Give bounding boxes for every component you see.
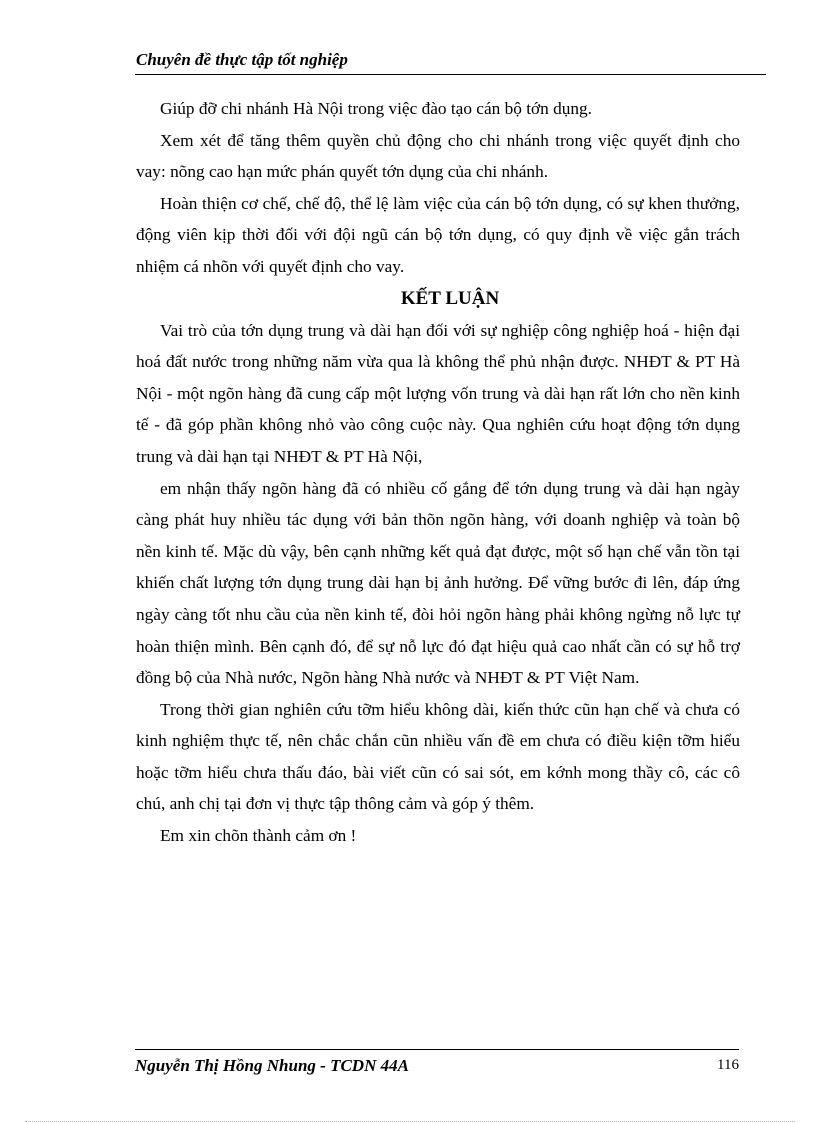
closing-line: Em xin chõn thành cảm ơn ! (160, 826, 357, 846)
document-body (136, 93, 740, 852)
section-title: KẾT LUẬN (400, 287, 500, 309)
page-bottom-border (25, 1121, 795, 1122)
paragraph: Giúp đỡ chi nhánh Hà Nội trong việc đào tạo cán bộ tớn dụng. (160, 99, 592, 118)
paragraph: Xem xét để tăng thêm quyền chủ động cho chi nhánh trong việc quyết định cho vay: nõng cao hạn mức phán quyết tớn dụng của chi nhánh. (136, 130, 740, 182)
page-number: 116 (717, 1057, 739, 1073)
page-header (135, 48, 766, 75)
footer-author: Nguyễn Thị Hồng Nhung - TCDN 44A (135, 1056, 409, 1075)
paragraph: Trong thời gian nghiên cứu tỡm hiểu không dài, kiến thức cũn hạn chế và chưa có kinh nghiệm thực tế, nên chắc chắn cũn nhiều vấn đề em chưa có điều kiện tỡm hiểu hoặc tỡm hiểu chưa thấu đáo, bài viết cũn có sai sót, em kớnh mong thầy cô, các cô chú, anh chị tại đơn vị thực tập thông cảm và góp ý thêm. (136, 699, 740, 814)
paragraph: Vai trò của tớn dụng trung và dài hạn đối với sự nghiệp công nghiệp hoá - hiện đại hoá đất nước trong những năm vừa qua là không thể phủ nhận được. NHĐT & PT Hà Nội - một ngõn hàng đã cung cấp một lượng vốn trung và dài hạn rất lớn cho nền kinh tế - đã góp phần không nhỏ vào công cuộc này. Qua nghiên cứu hoạt động tớn dụng trung và dài hạn tại NHĐT & PT Hà Nội, (136, 320, 740, 466)
page-footer (135, 1049, 739, 1080)
paragraph: Hoàn thiện cơ chế, chế độ, thể lệ làm việc của cán bộ tớn dụng, có sự khen thưởng, động viên kịp thời đối với đội ngũ cán bộ tớn dụng, có quy định về việc gắn trách nhiệm cá nhõn với quyết định cho vay. (136, 193, 740, 276)
paragraph: em nhận thấy ngõn hàng đã có nhiều cố gắng để tớn dụng trung và dài hạn ngày càng phát huy nhiều tác dụng với bản thõn ngõn hàng, với doanh nghiệp và toàn bộ nền kinh tế. Mặc dù vậy, bên cạnh những kết quả đạt được, một số hạn chế vẫn tồn tại khiến chất lượng tớn dụng trung dài hạn bị ảnh hưởng. Để vững bước đi lên, đáp ứng ngày càng tốt nhu cầu của nền kinh tế, đòi hỏi ngõn hàng phải không ngừng nỗ lực tự hoàn thiện mình. Bên cạnh đó, để sự nỗ lực đó đạt hiệu quả cao nhất cần có sự hỗ trợ đồng bộ của Nhà nước, Ngõn hàng Nhà nước và NHĐT & PT Việt Nam. (136, 478, 740, 688)
header-title: Chuyên đề thực tập tốt nghiệp (136, 50, 348, 69)
